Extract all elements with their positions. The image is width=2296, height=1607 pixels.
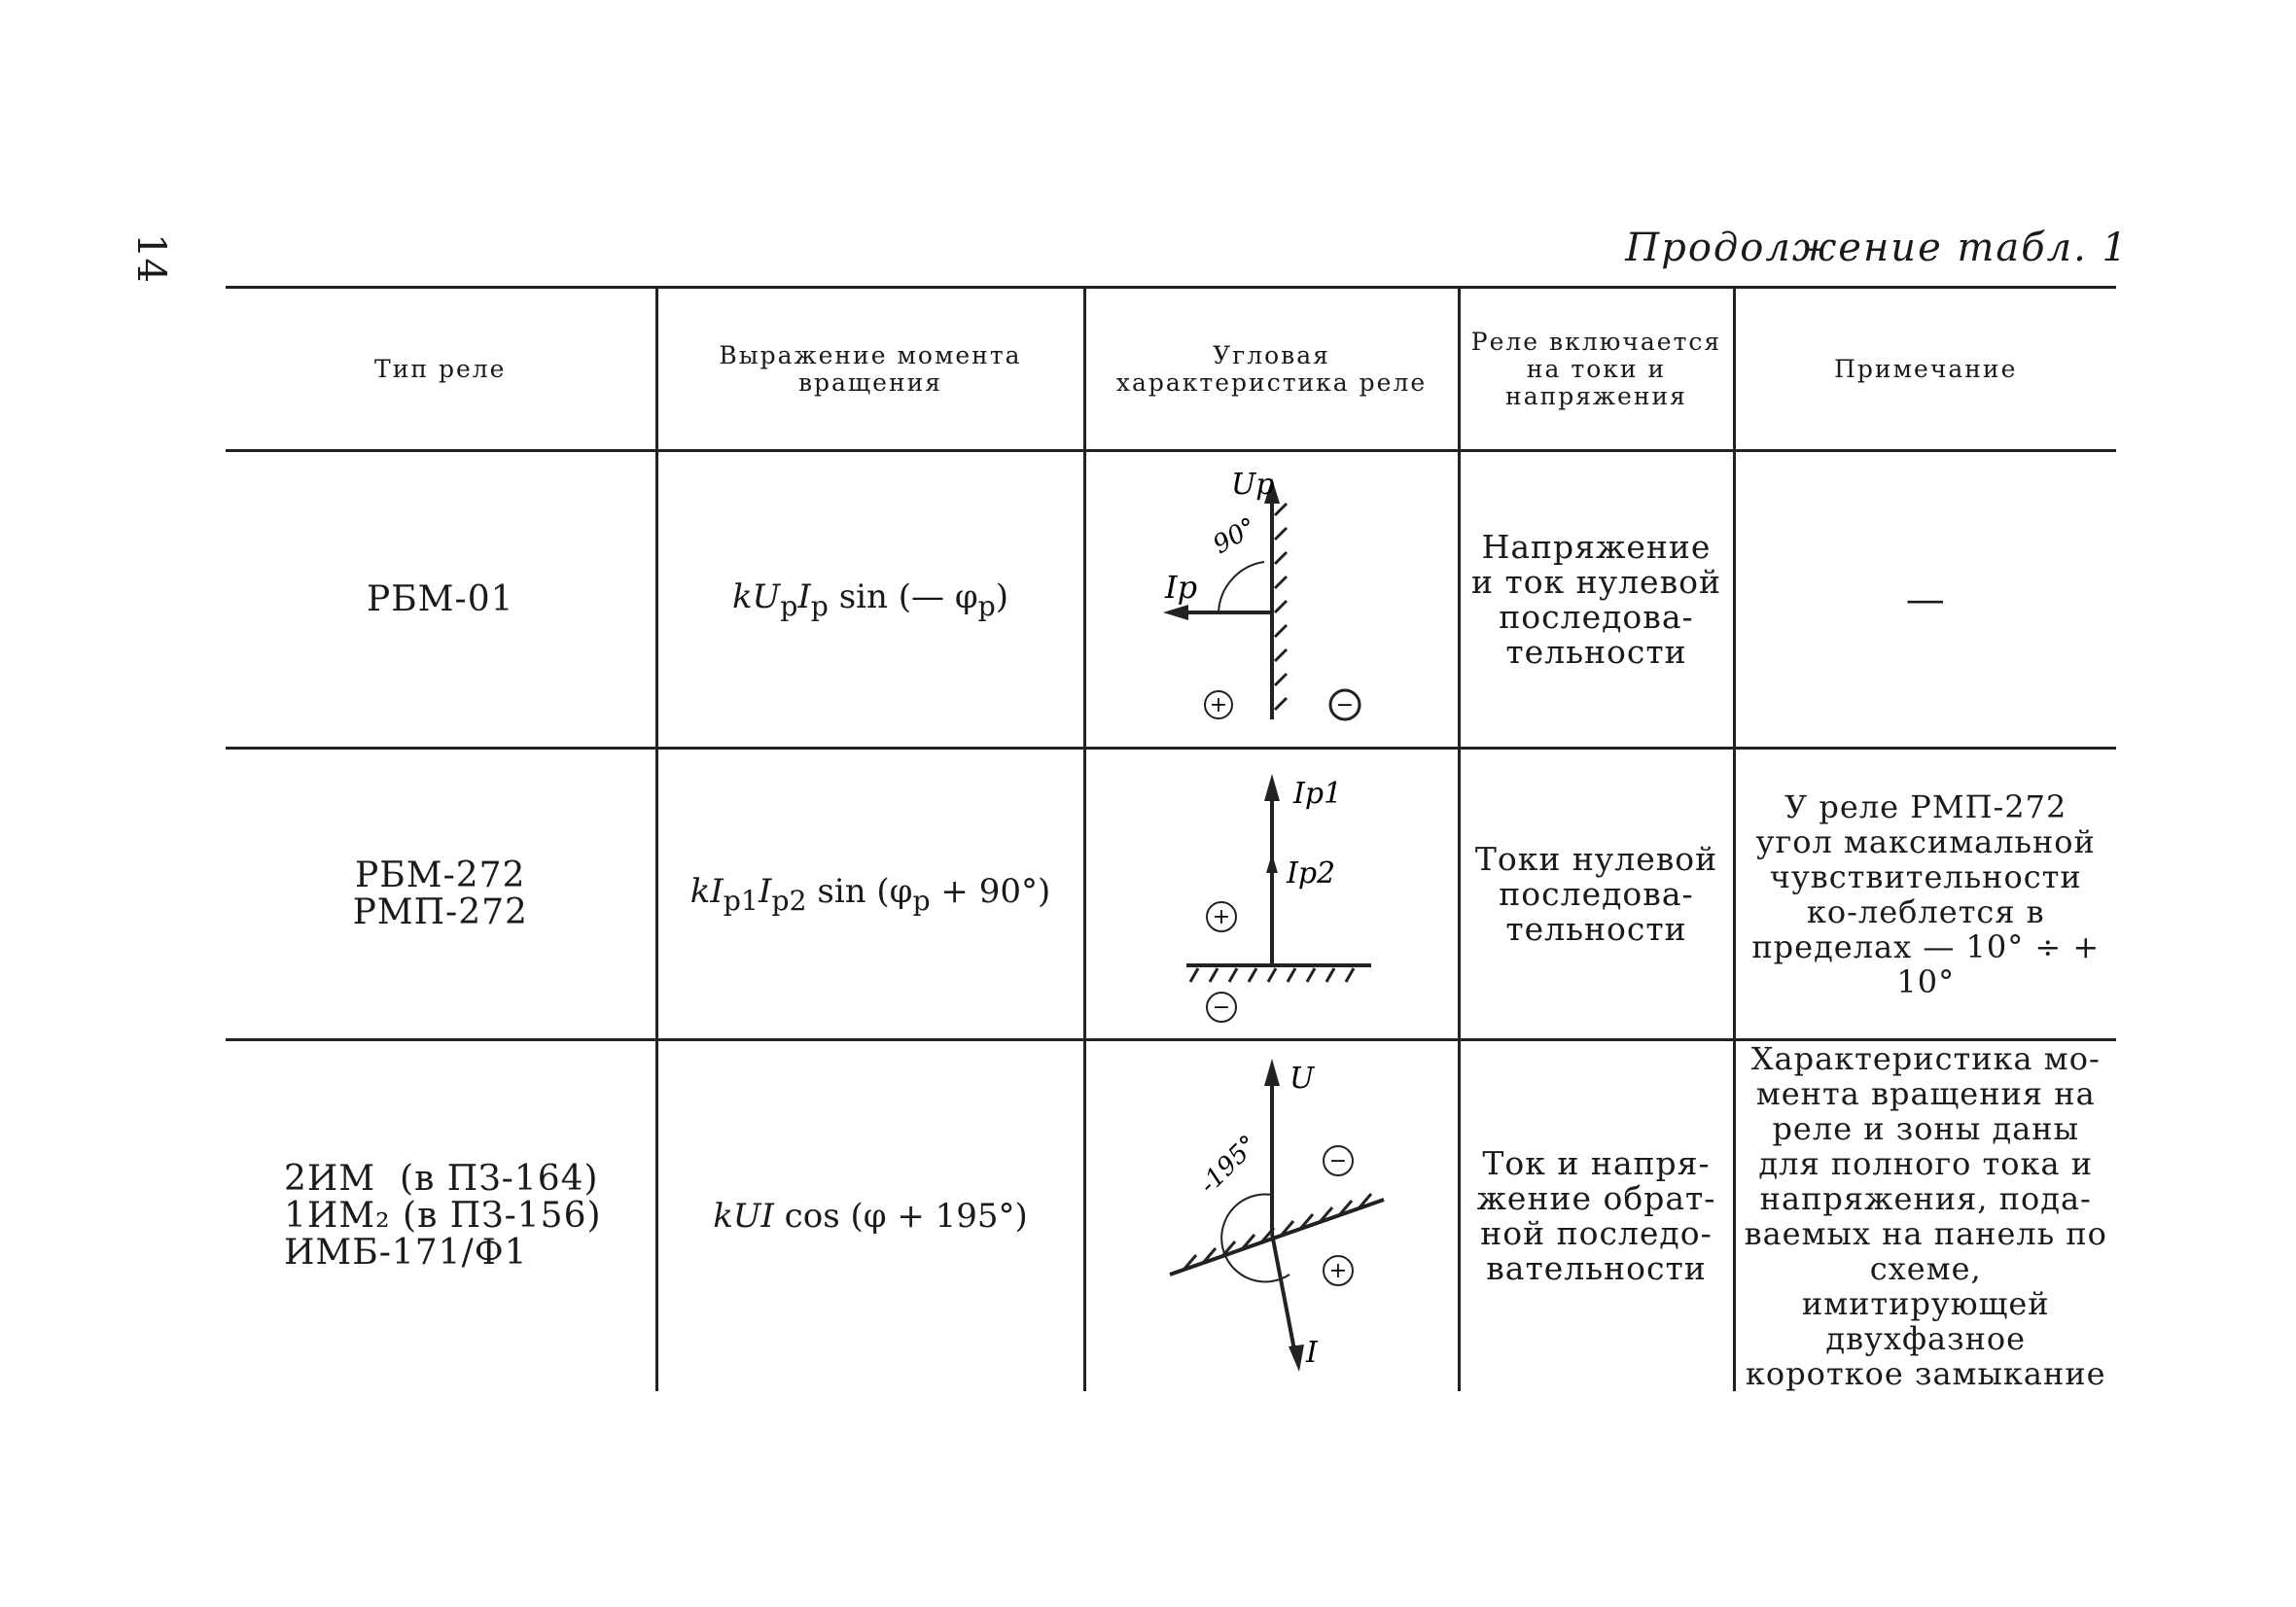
relay-type-line: РМП-272 [352,891,528,932]
vector-diagram-svg [1126,457,1418,739]
formula-fn: sin (— φ [828,576,978,616]
axis-label: Up [1230,467,1274,502]
column-header-expression: Выражение момента вращения [656,288,1084,451]
relay-type-cell [226,451,656,749]
formula-coef: kI [689,871,724,911]
note-cell: Характеристика мо-мента вращения на реле и зоны даны для полного тока и напряжения, пода-ваемых на панель по схеме, имитирующей двухфазное короткое замыкание [1734,1040,2116,1392]
formula-sub: р [780,589,798,622]
formula-sub: p [912,884,931,917]
arrow-up-icon [1264,774,1280,801]
plus-zone-label: + [1328,1259,1347,1283]
minus-zone-label: − [1335,692,1354,717]
plus-zone-label: + [1212,904,1230,929]
angular-characteristic-diagram [1084,1040,1459,1392]
vector-diagram-svg [1126,756,1418,1029]
note-cell: — [1734,451,2116,749]
torque-formula [656,749,1084,1040]
voltage-label: U [1289,1062,1314,1096]
current-vector-line [1272,1234,1296,1360]
arrow-left-icon [1163,605,1188,620]
relay-type-cell [226,1040,656,1392]
formula-coef: kUI [713,1197,774,1236]
vector2-label: Ip2 [1286,856,1335,891]
angular-characteristic-diagram [1084,451,1459,749]
formula-sub: p1 [723,884,759,917]
arrow-up-icon [1264,1059,1280,1086]
current-label: I [1305,1336,1318,1370]
column-header-connection: Реле включается на токи и напряжения [1459,288,1734,451]
arrow-up-small-icon [1266,854,1278,873]
angular-characteristic-diagram [1084,749,1459,1040]
note-cell: У реле РМП-272 угол максимальной чувствительности ко-леблется в пределах — 10° ÷ + 10° [1734,749,2116,1040]
relay-type-cell [226,749,656,1040]
table-row [226,451,2116,749]
relay-type-line: РБМ-272 [355,855,526,895]
angle-arc [1219,562,1264,612]
vector1-label: Ip1 [1292,776,1342,811]
formula-var: I [758,871,772,911]
formula-coef: kU [731,576,781,616]
table-continuation-caption: Продолжение табл. 1 [1625,226,2129,270]
connection-cell: Напряжение и ток нулевой последова-тельности [1459,451,1734,749]
torque-formula [656,1040,1084,1392]
angle-label: 90° [1208,511,1261,560]
vector-diagram-svg [1126,1049,1418,1380]
table-row [226,1040,2116,1392]
column-header-note: Примечание [1734,288,2116,451]
minus-zone-label: − [1212,995,1230,1020]
formula-tail: ) [995,576,1009,616]
formula-sub: р [810,589,829,622]
relay-type-line: РБМ-01 [366,578,514,619]
vector-label: Ip [1164,568,1197,606]
hatching [1275,504,1287,710]
page-number: 14 [128,233,173,283]
relay-table [226,286,2116,1391]
relay-type-line: ИМБ-171/Ф1 [284,1233,528,1273]
formula-sub: р [977,589,996,622]
torque-formula [656,451,1084,749]
formula-tail: + 90°) [930,871,1051,911]
minus-zone-label: − [1328,1149,1347,1173]
relay-type-line: 2ИМ (в ПЗ-164) [284,1159,599,1199]
angle-label: -195° [1193,1130,1263,1200]
hatching [1190,968,1354,982]
table-header-row [226,288,2116,451]
connection-cell: Ток и напря-жение обрат-ной последо-вательности [1459,1040,1734,1392]
column-header-type: Тип реле [226,288,656,451]
formula-sub: p2 [771,884,807,917]
plus-zone-label: + [1209,692,1227,717]
connection-cell: Токи нулевой последова-тельности [1459,749,1734,1040]
formula-fn: sin (φ [806,871,913,911]
relay-type-line: 1ИМ₂ (в ПЗ-156) [284,1196,602,1236]
formula-fn: cos (φ + 195°) [773,1197,1028,1236]
table-row [226,749,2116,1040]
arrow-down-icon [1289,1345,1304,1372]
column-header-characteristic: Угловая характеристика реле [1084,288,1459,451]
formula-var: I [797,576,811,616]
